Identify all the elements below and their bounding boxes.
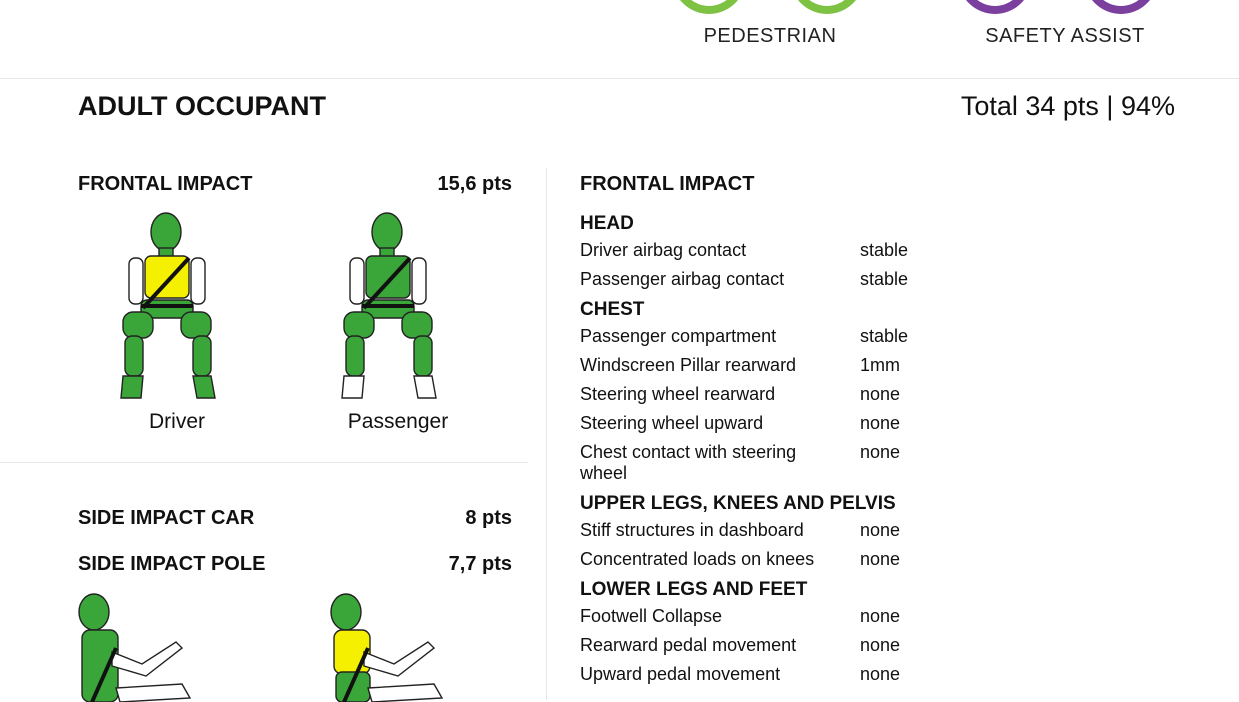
detail-label: Windscreen Pillar rearward xyxy=(580,355,797,375)
frontal-impact-details xyxy=(580,168,1000,693)
detail-row xyxy=(580,240,1000,261)
detail-value: stable xyxy=(860,326,909,346)
detail-value: none xyxy=(860,413,901,433)
passenger-left-arm xyxy=(350,258,364,304)
detail-label: Passenger airbag contact xyxy=(580,269,785,289)
pedestrian-badge-ring-right xyxy=(790,0,864,14)
passenger-right-foot xyxy=(414,376,436,398)
detail-row xyxy=(580,520,1000,541)
category-upper-legs: UPPER LEGS, KNEES AND PELVIS xyxy=(580,493,896,514)
driver-left-thigh xyxy=(123,312,153,338)
pedestrian-badge-label: PEDESTRIAN xyxy=(703,25,837,47)
detail-row xyxy=(580,442,1000,484)
safety-assist-badge-ring-left xyxy=(958,0,1032,14)
detail-value: none xyxy=(860,549,901,569)
detail-label: Chest contact with steering wheel xyxy=(580,442,797,483)
side-impact-car-title: SIDE IMPACT CAR xyxy=(78,507,255,529)
passenger-right-leg xyxy=(414,336,432,376)
safety-assist-badge-ring-right xyxy=(1084,0,1158,14)
driver-right-thigh xyxy=(181,312,211,338)
category-head: HEAD xyxy=(580,213,634,234)
left-section-divider xyxy=(0,462,528,463)
driver-left-leg xyxy=(125,336,143,376)
side-pole-head xyxy=(331,594,361,630)
driver-caption: Driver xyxy=(149,410,205,433)
passenger-right-arm xyxy=(412,258,426,304)
detail-value: none xyxy=(860,520,901,540)
column-divider xyxy=(546,168,547,700)
detail-value: stable xyxy=(860,269,909,289)
details-title: FRONTAL IMPACT xyxy=(580,173,755,195)
detail-value: none xyxy=(860,442,901,462)
detail-value: 1mm xyxy=(860,355,900,375)
detail-label: Steering wheel upward xyxy=(580,413,764,433)
detail-value: stable xyxy=(860,240,909,260)
passenger-left-leg xyxy=(346,336,364,376)
section-total: Total 34 pts | 94% xyxy=(960,91,1175,121)
driver-left-arm xyxy=(129,258,143,304)
detail-row xyxy=(580,326,1000,347)
side-impact-car-points: 8 pts xyxy=(465,507,512,529)
detail-value: none xyxy=(860,664,901,684)
category-chest: CHEST xyxy=(580,299,645,320)
frontal-impact-title: FRONTAL IMPACT xyxy=(78,173,253,195)
passenger-dummy-figure xyxy=(334,208,464,408)
detail-value: none xyxy=(860,384,901,404)
side-pole-thigh xyxy=(368,684,442,702)
detail-label: Steering wheel rearward xyxy=(580,384,776,404)
side-car-arm xyxy=(112,642,182,676)
driver-dummy-figure xyxy=(113,208,243,408)
driver-right-foot xyxy=(193,376,215,398)
side-pole-arm xyxy=(364,642,434,676)
detail-label: Passenger compartment xyxy=(580,326,777,346)
detail-value: none xyxy=(860,635,901,655)
detail-row xyxy=(580,355,1000,376)
side-pole-dummy-figure xyxy=(324,592,454,702)
side-impact-pole-title: SIDE IMPACT POLE xyxy=(78,553,266,575)
detail-row xyxy=(580,413,1000,434)
passenger-right-thigh xyxy=(402,312,432,338)
passenger-caption: Passenger xyxy=(347,410,449,433)
side-car-head xyxy=(79,594,109,630)
side-car-dummy-figure xyxy=(72,592,202,702)
detail-label: Concentrated loads on knees xyxy=(580,549,815,569)
detail-row xyxy=(580,384,1000,405)
frontal-impact-points: 15,6 pts xyxy=(437,173,512,195)
detail-label: Stiff structures in dashboard xyxy=(580,520,804,540)
side-pole-abdomen xyxy=(336,672,370,702)
driver-head xyxy=(151,213,181,251)
detail-row xyxy=(580,664,1000,685)
passenger-head xyxy=(372,213,402,251)
detail-label: Footwell Collapse xyxy=(580,606,723,626)
detail-row xyxy=(580,606,1000,627)
detail-value: none xyxy=(860,606,901,626)
detail-label: Rearward pedal movement xyxy=(580,635,797,655)
driver-left-foot xyxy=(121,376,143,398)
section-title: ADULT OCCUPANT xyxy=(78,91,326,121)
driver-right-leg xyxy=(193,336,211,376)
passenger-left-foot xyxy=(342,376,364,398)
detail-row xyxy=(580,635,1000,656)
detail-label: Upward pedal movement xyxy=(580,664,781,684)
detail-label: Driver airbag contact xyxy=(580,240,747,260)
category-lower-legs: LOWER LEGS AND FEET xyxy=(580,579,808,600)
safety-assist-badge-label: SAFETY ASSIST xyxy=(985,25,1145,47)
detail-row xyxy=(580,549,1000,570)
rating-badges-band xyxy=(0,0,1239,79)
side-impact-pole-points: 7,7 pts xyxy=(448,553,512,575)
pedestrian-badge-ring-left xyxy=(672,0,746,14)
driver-right-arm xyxy=(191,258,205,304)
detail-row xyxy=(580,269,1000,290)
side-car-thigh xyxy=(116,684,190,702)
passenger-left-thigh xyxy=(344,312,374,338)
